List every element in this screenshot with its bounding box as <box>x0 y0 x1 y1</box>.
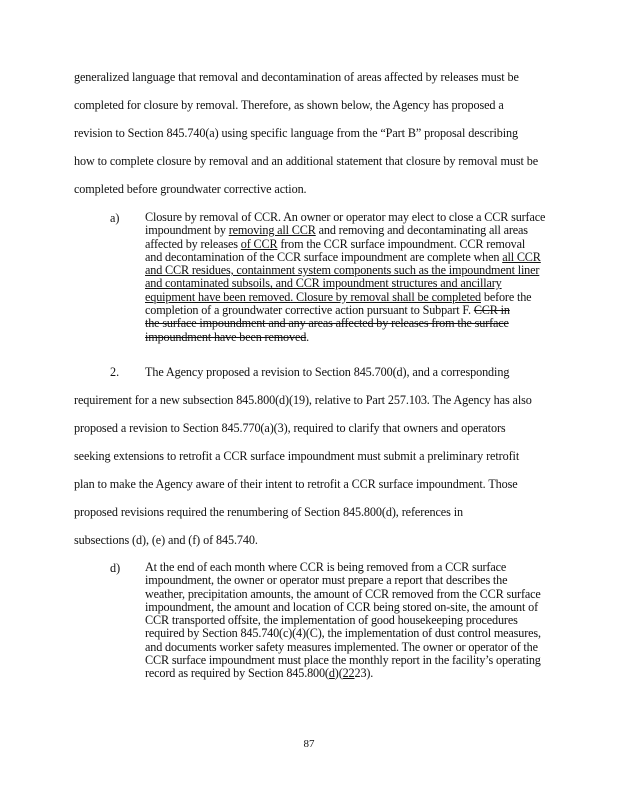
inserted-text: equipment have been removed. Closure by removal shall be completed <box>145 289 481 304</box>
inserted-text: and contaminated subsoils, and CCR impoundment structures and ancillary <box>145 276 502 291</box>
text-line: completed for closure by removal. Therefore, as shown below, the Agency has proposed a <box>74 98 504 112</box>
text-line: proposed revisions required the renumbering of Section 845.800(d), references in <box>74 505 463 519</box>
text-line <box>145 291 585 304</box>
text-span: CCR transported offsite, the implementation of good housekeeping procedures <box>145 613 518 628</box>
text-line: requirement for a new subsection 845.800(d)(19), relative to Part 257.103. The Agency has also <box>74 393 532 407</box>
text-span: impoundment, the amount and location of CCR being stored on-site, the amount of <box>145 599 538 614</box>
text-span: and documents worker safety measures implemented. The owner or operator of the <box>145 639 538 654</box>
text-span: required by Section 845.740(c)(4)(C), the implementation of dust control measures, <box>145 626 541 641</box>
text-line <box>145 277 585 290</box>
page-number: 87 <box>303 738 315 750</box>
item-d-label: d) <box>110 561 121 575</box>
text-span: impoundment, the owner or operator must prepare a report that describes the <box>145 573 508 588</box>
text-span: completion of a groundwater corrective action pursuant to Subpart F. <box>145 303 474 318</box>
text-line <box>145 264 585 277</box>
item-2-text: The Agency proposed a revision to Section 845.700(d), and a corresponding <box>145 365 510 379</box>
text-line <box>145 211 585 224</box>
text-line: generalized language that removal and decontamination of areas affected by releases must be <box>74 70 519 84</box>
text-span: Closure by removal of CCR. An owner or operator may elect to close a CCR surface <box>145 210 546 224</box>
deleted-text: CCR in <box>473 303 510 318</box>
text-span: impoundment by <box>145 223 229 238</box>
text-line: proposed a revision to Section 845.770(a)(3), required to clarify that owners and operators <box>74 421 506 435</box>
inserted-text: d <box>328 666 335 681</box>
text-line <box>145 654 585 667</box>
text-span: . <box>306 329 310 344</box>
item-a-text <box>145 211 585 344</box>
item-a-label: a) <box>110 211 120 225</box>
text-line: seeking extensions to retrofit a CCR surface impoundment must submit a preliminary retrofit <box>74 449 520 463</box>
text-span: record as required by Section 845.800( <box>145 666 329 681</box>
text-span: from the CCR surface impoundment. CCR removal <box>277 236 526 251</box>
text-line <box>145 304 585 317</box>
text-span: before the <box>480 289 532 304</box>
inserted-text: 22 <box>342 666 355 681</box>
inserted-text: all CCR <box>502 249 541 264</box>
text-span: 23). <box>354 666 374 681</box>
item-2-label: 2. <box>110 365 120 379</box>
text-line <box>145 331 585 344</box>
text-line: how to complete closure by removal and an additional statement that closure by removal must be <box>74 154 539 168</box>
deleted-text: the surface impoundment and any areas affected by releases from the surface <box>145 316 509 331</box>
text-line <box>145 561 585 574</box>
text-line <box>145 238 585 251</box>
text-line: plan to make the Agency aware of their intent to retrofit a CCR surface impoundment. Those <box>74 477 518 491</box>
text-line <box>145 627 585 640</box>
inserted-text: of CCR <box>240 236 278 251</box>
text-line <box>145 224 585 237</box>
text-line: completed before groundwater corrective action. <box>74 182 307 196</box>
inserted-text: removing all CCR <box>228 223 316 238</box>
text-line <box>145 614 585 627</box>
item-d-text <box>145 561 585 681</box>
inserted-text: and CCR residues, containment system components such as the impoundment liner <box>145 263 540 278</box>
text-span: affected by releases <box>145 236 241 251</box>
text-line: subsections (d), (e) and (f) of 845.740. <box>74 533 258 547</box>
text-span: CCR surface impoundment must place the monthly report in the facility’s operating <box>145 653 541 668</box>
text-line <box>145 641 585 654</box>
text-span: At the end of each month where CCR is being removed from a CCR surface <box>145 560 507 574</box>
text-line <box>145 667 585 680</box>
text-span: weather, precipitation amounts, the amount of CCR removed from the CCR surface <box>145 586 541 601</box>
text-span: and decontamination of the CCR surface impoundment are complete when <box>145 249 503 264</box>
text-line: revision to Section 845.740(a) using specific language from the “Part B” proposal describing <box>74 126 518 140</box>
text-span: )( <box>334 666 343 681</box>
text-line <box>145 574 585 587</box>
deleted-text: impoundment have been removed <box>145 329 307 344</box>
text-line <box>145 317 585 330</box>
text-line <box>145 588 585 601</box>
text-line <box>145 601 585 614</box>
text-span: and removing and decontaminating all areas <box>315 223 528 238</box>
text-line <box>145 251 585 264</box>
